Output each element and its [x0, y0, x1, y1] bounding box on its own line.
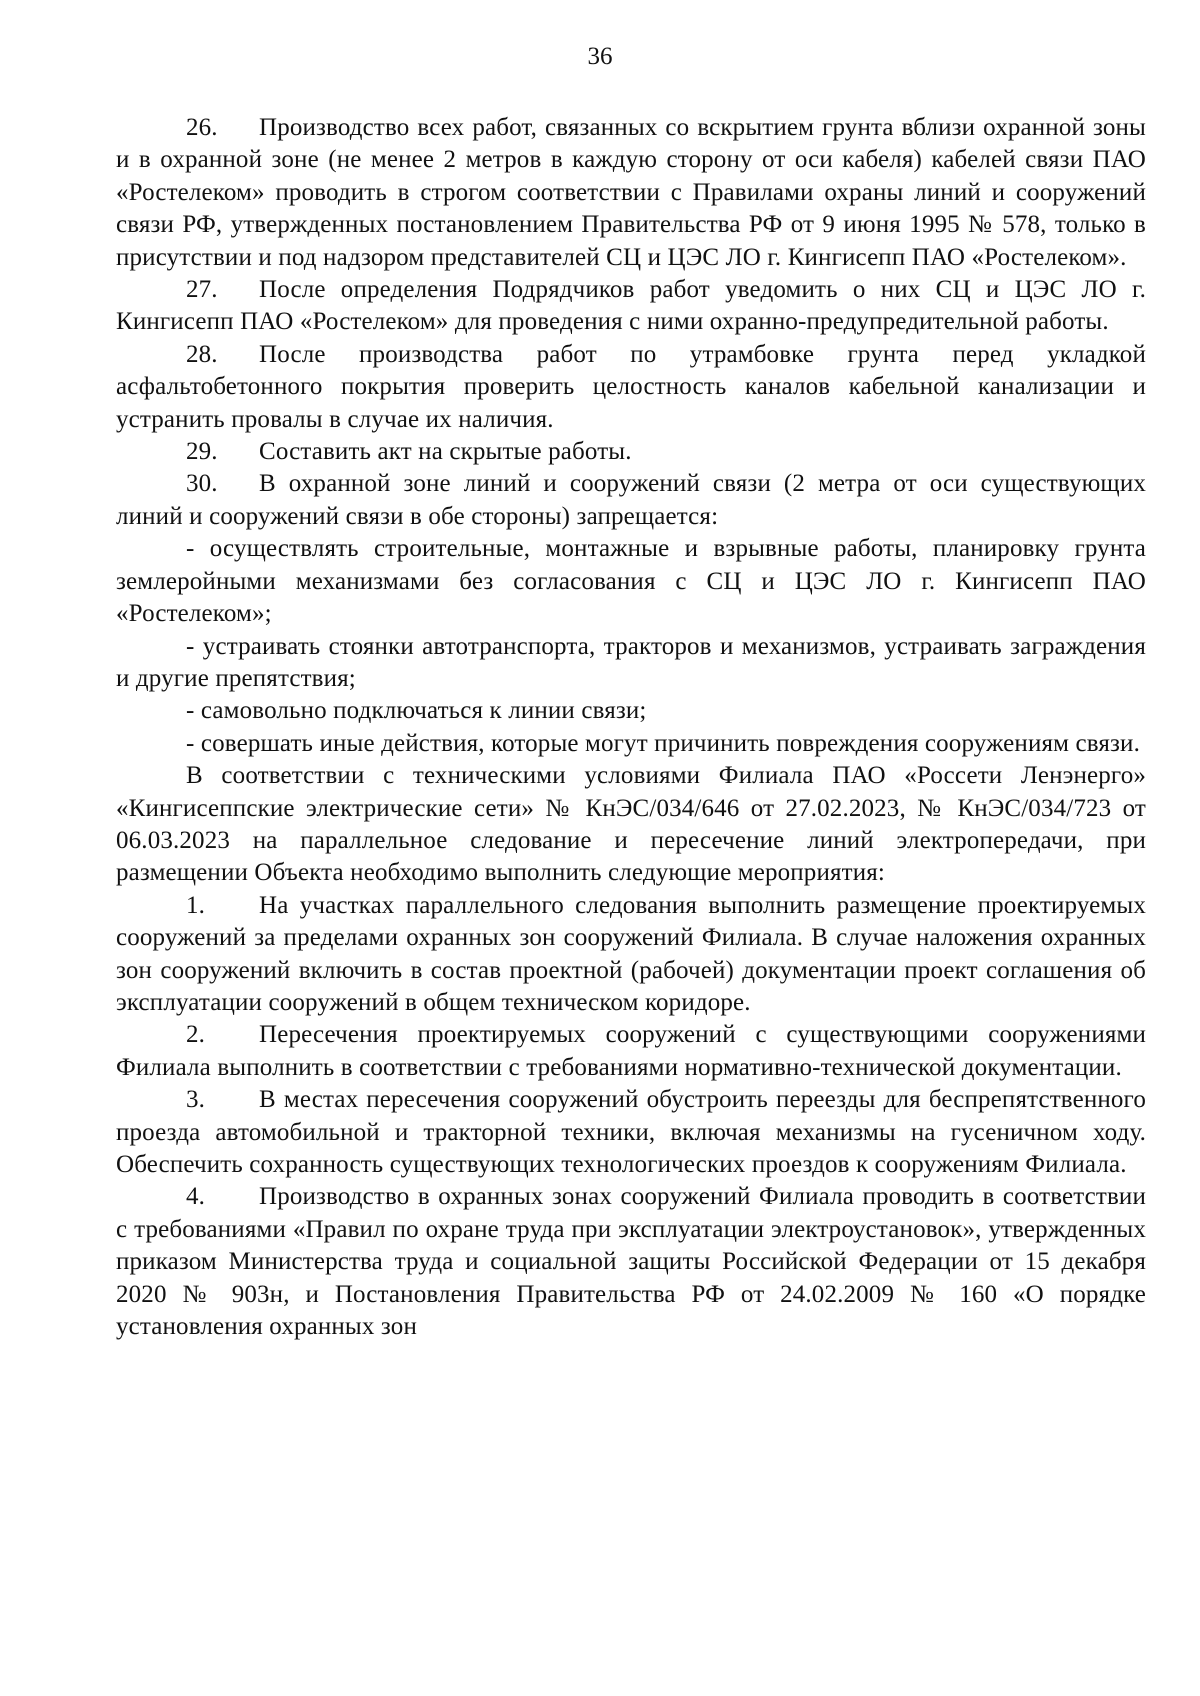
paragraph-number: 30. — [186, 470, 218, 498]
paragraph-number: 28. — [186, 340, 218, 368]
measure-number: 3. — [186, 1086, 206, 1114]
document-body — [116, 112, 1146, 1343]
measure-number: 1. — [186, 891, 206, 919]
paragraph-text: После производства работ по утрамбовке грунта перед укладкой асфальтобетонного покрытия проверить целостность каналов кабельной канализации и устранить провалы в случае их наличия. — [116, 340, 1146, 433]
measure-text: Пересечения проектируемых сооружений с существующими сооружениями Филиала выполнить в соответствии с требованиями нормативно-технической документации. — [116, 1021, 1146, 1081]
numbered-paragraph — [116, 339, 1146, 436]
numbered-paragraph — [116, 112, 1146, 274]
page-number: 36 — [587, 43, 613, 70]
numbered-paragraph — [116, 468, 1146, 533]
prohibition-item: - осуществлять строительные, монтажные и взрывные работы, планировку грунта землеройными механизмами без согласования с СЦ и ЦЭС ЛО г. Кингисепп ПАО «Ростелеком»; — [116, 535, 1146, 628]
paragraph-number: 26. — [186, 114, 218, 141]
intro-paragraph: В соответствии с техническими условиями Филиала ПАО «Россети Ленэнерго» «Кингисеппские электрические сети» № КнЭС/034/646 от 27.02.2023, № КнЭС/034/723 от 06.03.2023 на параллельное следование и пересечение линий электропередачи, при размещении Объекта необходимо выполнить следующие мероприятия: — [116, 762, 1146, 887]
measure-text: Производство в охранных зонах сооружений Филиала проводить в соответствии с требованиями «Правил по охране труда при эксплуатации электроустановок», утвержденных приказом Министерства труда и социальной защиты Российской Федерации от 15 декабря 2020 № 903н, и Постановления Правительства РФ от 24.02.2009 № 160 «О порядке установления охранных зон — [116, 1183, 1146, 1341]
paragraph-text: Составить акт на скрытые работы. — [259, 438, 632, 466]
measure-text: На участках параллельного следования выполнить размещение проектируемых сооружений за пределами охранных зон сооружений Филиала. В случае наложения охранных зон сооружений включить в состав проектной (рабочей) документации проект соглашения об эксплуатации сооружений в общем техническом коридоре. — [116, 891, 1146, 1016]
measure-paragraph — [116, 1181, 1146, 1343]
measure-paragraph — [116, 1019, 1146, 1084]
paragraph-text: После определения Подрядчиков работ уведомить о них СЦ и ЦЭС ЛО г. Кингисепп ПАО «Ростелеком» для проведения с ними охранно-предупредительной работы. — [116, 276, 1146, 336]
prohibition-item: - совершать иные действия, которые могут причинить повреждения сооружениям связи. — [186, 729, 1140, 757]
measure-paragraph — [116, 1084, 1146, 1181]
paragraph-text: В охранной зоне линий и сооружений связи (2 метра от оси существующих линий и сооружений связи в обе стороны) запрещается: — [116, 470, 1146, 530]
measure-paragraph — [116, 890, 1146, 1020]
paragraph-number: 27. — [186, 276, 218, 304]
prohibition-item: - устраивать стоянки автотранспорта, тракторов и механизмов, устраивать заграждения и другие препятствия; — [116, 632, 1146, 692]
measure-number: 2. — [186, 1021, 206, 1049]
measure-text: В местах пересечения сооружений обустроить переезды для беспрепятственного проезда автомобильной и тракторной техники, включая механизмы на гусеничном ходу. Обеспечить сохранность существующих технологических проездов к сооружениям Филиала. — [116, 1086, 1146, 1178]
paragraph-text: Производство всех работ, связанных со вскрытием грунта вблизи охранной зоны и в охранной зоне (не менее 2 метров в каждую сторону от оси кабеля) кабелей связи ПАО «Ростелеком» проводить в строгом соответствии с Правилами охраны линий и сооружений связи РФ, утвержденных постановлением Правительства РФ от 9 июня 1995 № 578, только в присутствии и под надзором представителей СЦ и ЦЭС ЛО г. Кингисепп ПАО «Ростелеком». — [116, 114, 1146, 271]
numbered-paragraph — [116, 274, 1146, 339]
paragraph-number: 29. — [186, 438, 218, 466]
numbered-paragraph — [116, 436, 1146, 468]
measure-number: 4. — [186, 1183, 206, 1211]
prohibition-item: - самовольно подключаться к линии связи; — [186, 697, 647, 725]
